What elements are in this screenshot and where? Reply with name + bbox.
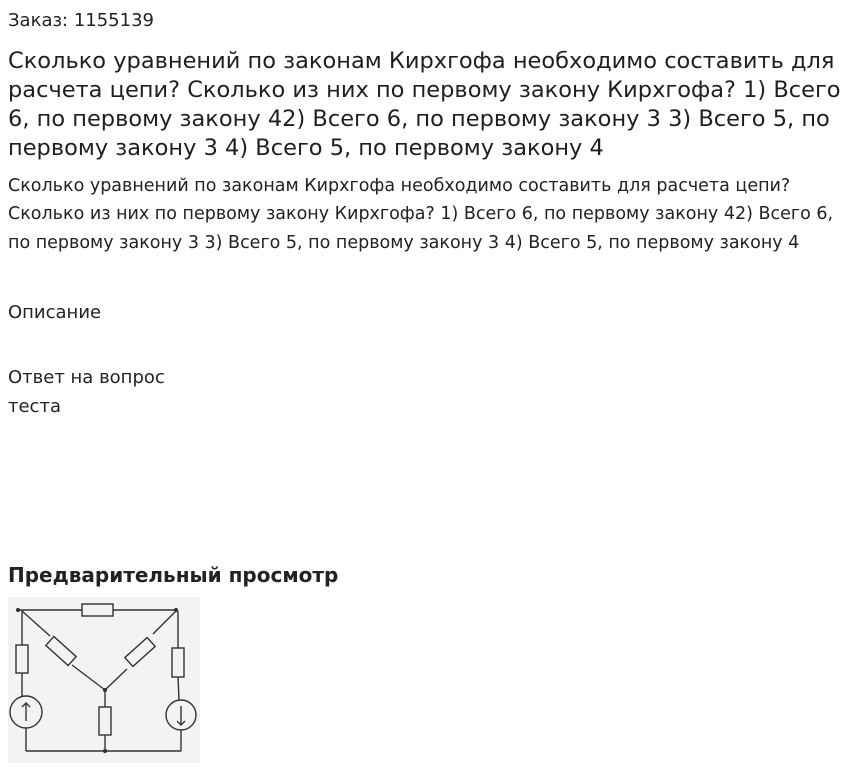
preview-title: Предварительный просмотр [8, 563, 339, 587]
answer-text: Ответ на вопрос теста [8, 367, 165, 417]
question-lead: Сколько уравнений по законам Кирхгофа необходимо составить для расчета цепи? Сколько из них по первому закону Кирхгофа? 1) Всего 6, по первому закону 42) Всего 6, по первому закону 3 3) Всего 5, по первому закону 3 4) Всего 5, по первому закону 4 [8, 176, 834, 253]
circuit-diagram-icon [8, 597, 200, 763]
description-label: Описание [8, 302, 102, 323]
order-number: Заказ: 1155139 [8, 10, 154, 31]
question-title: Сколько уравнений по законам Кирхгофа необходимо составить для расчета цепи? Сколько из них по первому закону Кирхгофа? 1) Всего 6, по первому закону 42) Всего 6, по первому закону 3 3) Всего 5, по первому закону 3 4) Всего 5, по первому закону 4 [8, 48, 841, 161]
circuit-preview-image[interactable] [8, 597, 200, 763]
